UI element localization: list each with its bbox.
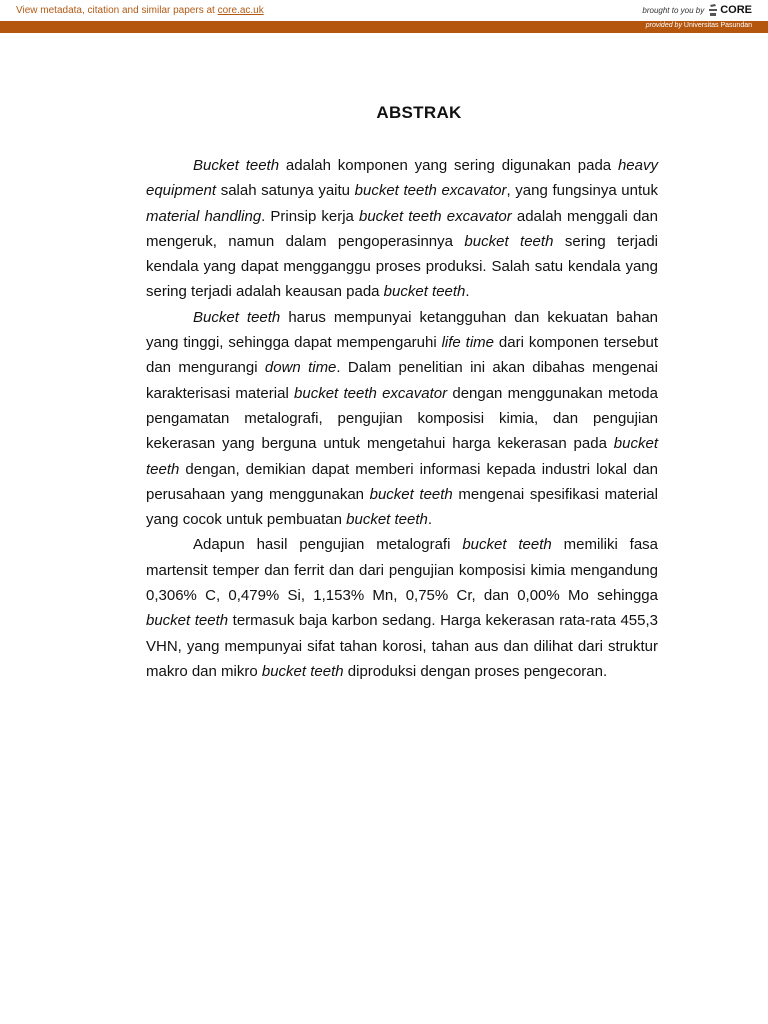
provider-name[interactable]: Universitas Pasundan	[683, 22, 752, 29]
page-title: ABSTRAK	[376, 103, 462, 122]
core-brand-text: CORE	[720, 4, 752, 16]
text-run: mengenai spesifikasi material yang cocok untuk pembuatan	[146, 485, 658, 529]
text-run: adalah komponen yang sering digunakan pada	[279, 157, 618, 174]
brought-to-you-text: brought to you by	[642, 5, 705, 15]
italic-term: bucket teeth excavator	[294, 384, 448, 402]
text-run: . Dalam penelitian ini akan dibahas mengenai karakterisasi material	[146, 359, 658, 402]
view-metadata-text	[16, 5, 264, 16]
text-run: , yang fungsinya untuk	[506, 182, 658, 200]
core-logo-icon	[708, 3, 718, 17]
text-run: adalah menggali dan mengeruk, namun dalam pengoperasinnya	[146, 207, 658, 250]
abstract-paragraph	[146, 532, 658, 684]
text-run: dengan menggunakan metoda pengamatan metalografi, pengujian komposisi kimia, dan pengujian kekerasan yang berguna untuk mengetahui harga kekerasan pada	[146, 384, 658, 453]
italic-term: bucket teeth	[462, 536, 552, 554]
text-run: diproduksi dengan proses pengecoran.	[343, 662, 608, 680]
text-run: . Prinsip kerja	[261, 207, 359, 225]
italic-term: bucket teeth excavator	[358, 207, 512, 225]
text-run: .	[427, 511, 433, 529]
text-run: dengan, demikian dapat memberi informasi kepada industri lokal dan perusahaan yang menggunakan	[146, 460, 658, 503]
italic-term: bucket teeth	[383, 283, 466, 301]
italic-term: Bucket teeth	[193, 308, 281, 326]
italic-term: material handling	[146, 207, 262, 225]
text-run: harus mempunyai ketangguhan dan kekuatan bahan yang tinggi, sehingga dapat mempengaruhi	[146, 308, 658, 352]
core-header-bar	[0, 0, 768, 21]
italic-term: Bucket teeth	[193, 157, 280, 174]
text-run: termasuk baja karbon sedang. Harga kekerasan rata-rata 455,3 VHN, yang mempunyai sifat tahan korosi, tahan aus dan dilihat dari struktur makro dan mikro	[146, 612, 658, 680]
abstract-body	[146, 153, 658, 684]
core-ac-uk-link[interactable]: core.ac.uk	[217, 5, 264, 16]
core-brand[interactable]	[642, 3, 752, 17]
abstract-paragraph	[146, 153, 658, 305]
italic-term: bucket teeth	[346, 511, 428, 529]
abstract-paragraph	[146, 305, 658, 533]
provided-by-text	[646, 22, 752, 29]
text-run: memiliki fasa martensit temper dan ferrit dan dari pengujian komposisi kimia mengandung 0,306% C, 0,479% Si, 1,153% Mn, 0,75% Cr, dan 0,00% Mo sehingga	[146, 536, 659, 605]
italic-term: bucket teeth	[146, 612, 229, 630]
italic-term: bucket teeth excavator	[354, 182, 507, 200]
italic-term: bucket teeth	[261, 662, 344, 680]
provided-by-label: provided by	[645, 22, 682, 29]
text-run: sering terjadi kendala yang dapat mengganggu proses produksi. Salah satu kendala yang sering terjadi adalah keausan pada	[146, 232, 658, 301]
italic-term: bucket teeth	[146, 435, 658, 478]
italic-term: bucket teeth	[464, 232, 554, 250]
text-run: Adapun hasil pengujian metalografi	[193, 536, 463, 554]
text-run: .	[465, 283, 470, 301]
text-run: dari komponen tersebut dan mengurangi	[146, 334, 658, 377]
italic-term: down time	[264, 359, 337, 377]
provider-strip	[0, 21, 768, 33]
view-metadata-label: View metadata, citation and similar papers at	[16, 5, 218, 16]
italic-term: bucket teeth	[369, 485, 453, 503]
text-run: salah satunya yaitu	[216, 182, 355, 200]
core-logo[interactable]	[708, 3, 752, 17]
italic-term: life time	[441, 334, 494, 352]
italic-term: heavy equipment	[146, 157, 658, 200]
